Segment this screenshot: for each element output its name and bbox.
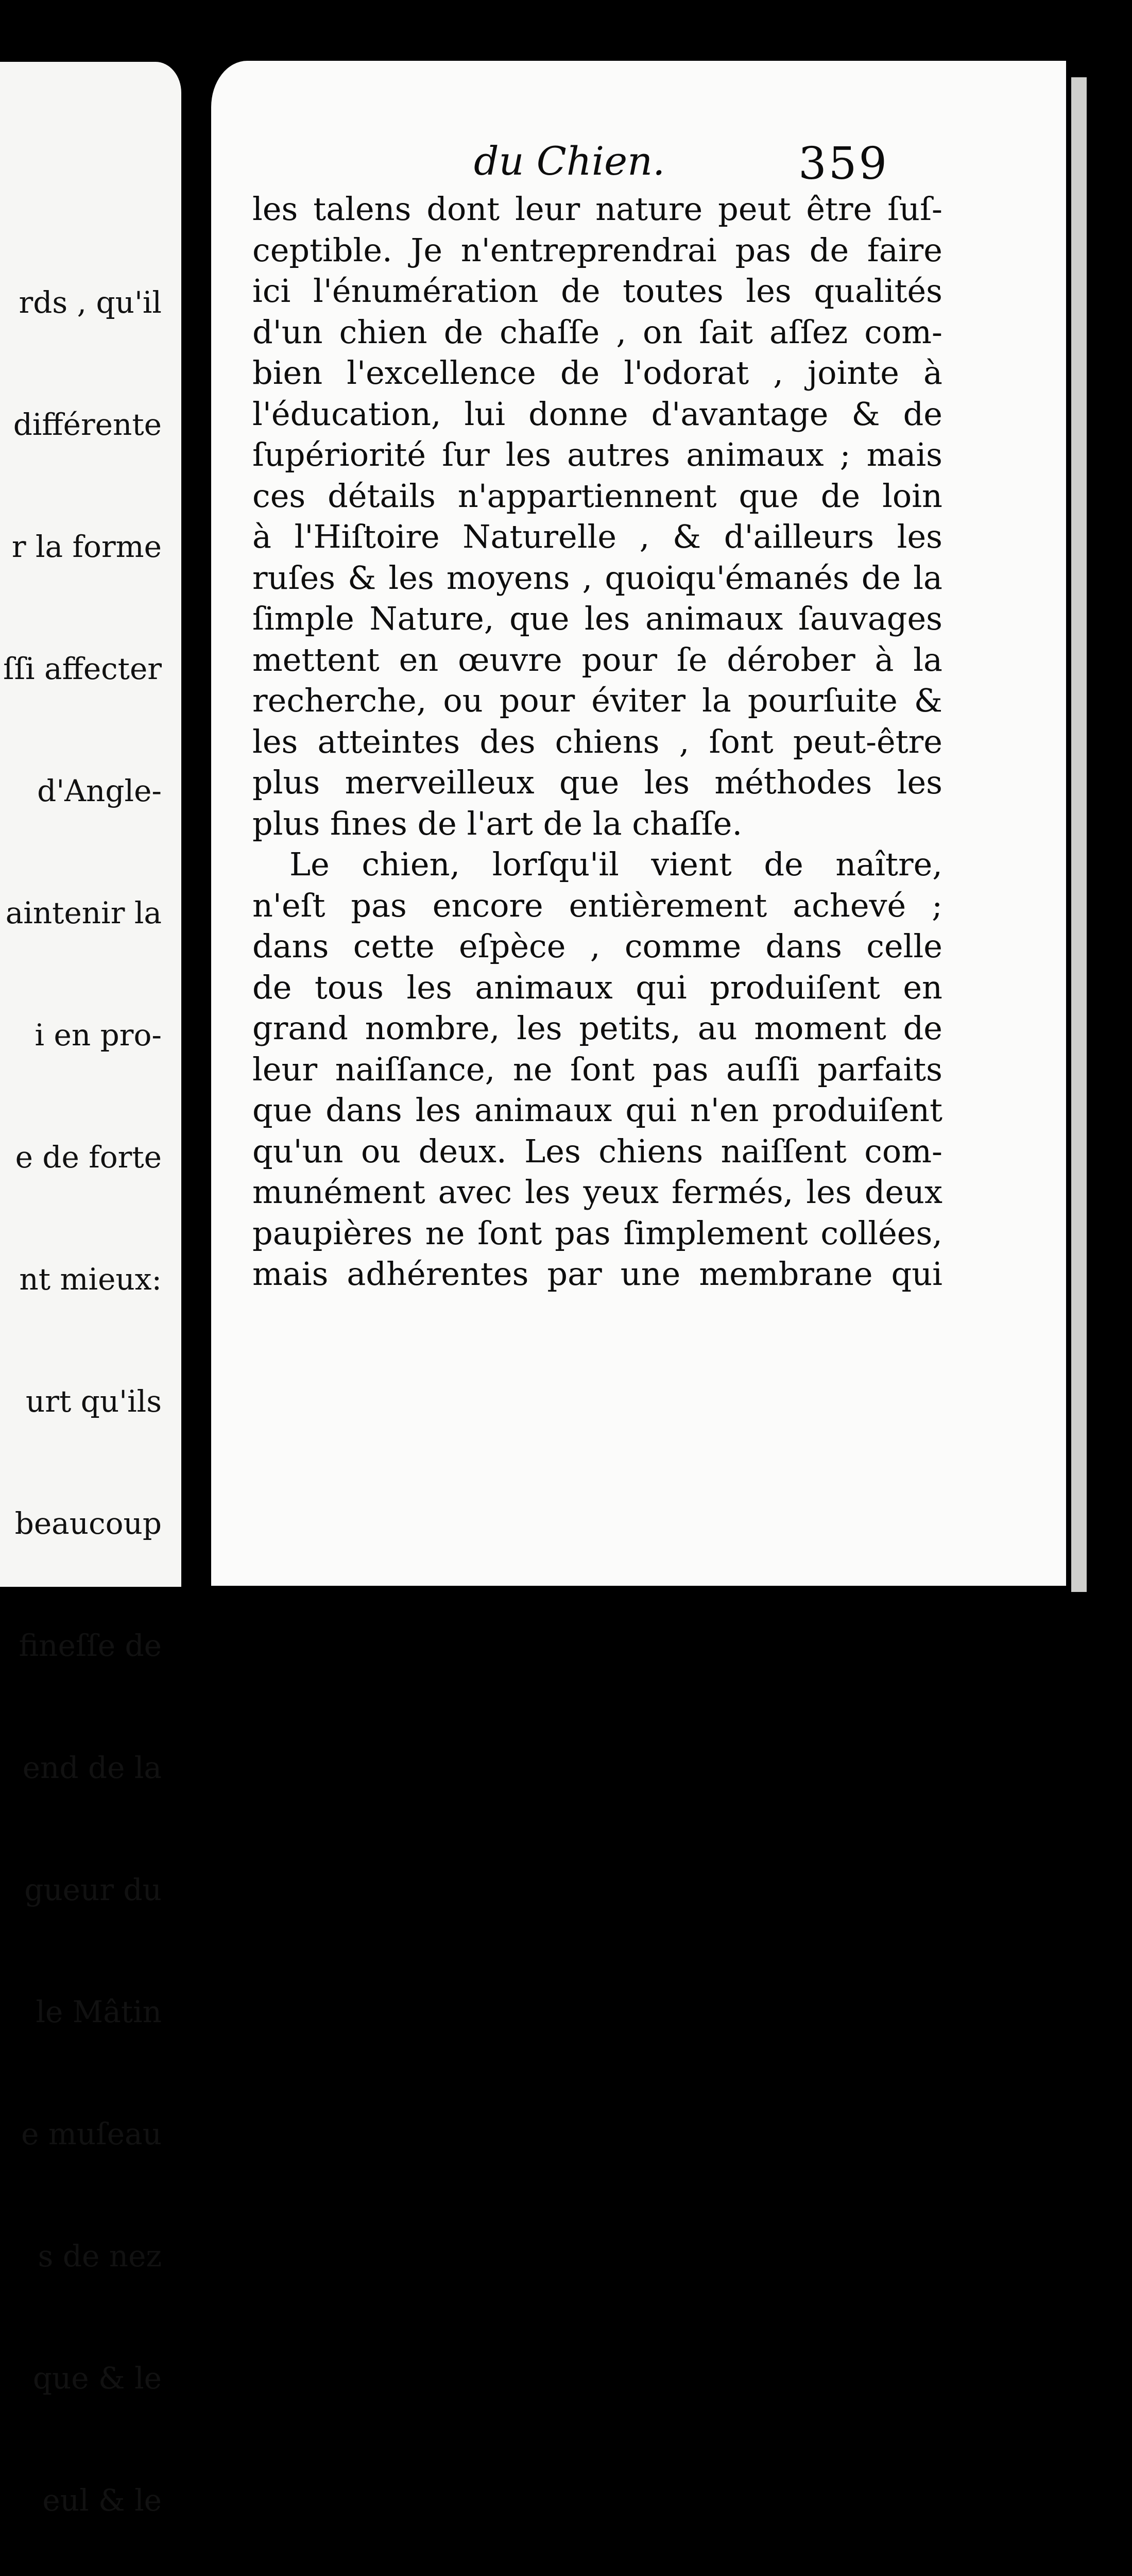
text-line: bien l'excellence de l'odorat , jointe à xyxy=(252,354,942,392)
text-line: ſimple Nature, que les animaux ſauvages xyxy=(252,600,942,637)
left-line: que & le xyxy=(32,2361,162,2396)
text-line: plus fines de l'art de la chaſſe. xyxy=(252,804,743,842)
text-line: d'un chien de chaſſe , on ſait aſſez com- xyxy=(252,313,942,351)
running-head: du Chien. xyxy=(474,138,665,184)
text-line: recherche, ou pour éviter la pourſuite & xyxy=(252,682,942,719)
left-line: fineſſe de xyxy=(19,1628,162,1663)
page-number: 359 xyxy=(798,138,889,190)
left-line: i en pro- xyxy=(35,1018,162,1053)
left-line: urt qu'ils xyxy=(25,1384,162,1419)
text-line: mais adhérentes par une membrane qui xyxy=(252,1255,942,1293)
text-line: paupières ne ſont pas ſimplement collées, xyxy=(252,1214,942,1252)
text-line: n'eſt pas encore entièrement achevé ; xyxy=(252,886,942,924)
text-line: les atteintes des chiens , ſont peut-être xyxy=(252,722,942,760)
text-line: munément avec les yeux fermés, les deux xyxy=(252,1173,942,1211)
right-page xyxy=(211,61,1066,1586)
left-line: nt mieux: xyxy=(19,1262,162,1297)
left-line: beaucoup xyxy=(14,1506,162,1541)
left-facing-page xyxy=(0,62,181,2518)
text-line: l'éducation, lui donne d'avantage & de xyxy=(252,395,942,433)
left-line: e de forte xyxy=(15,1140,162,1175)
text-line: qu'un ou deux. Les chiens naiſſent com- xyxy=(252,1132,942,1170)
left-line: différente xyxy=(13,407,162,442)
left-line: s de nez xyxy=(38,2239,162,2274)
text-line: leur naiſſance, ne ſont pas auſſi parfaits xyxy=(252,1050,942,1088)
text-line: les talens dont leur nature peut être ſuſ- xyxy=(252,190,942,228)
text-line: ces détails n'appartiennent que de loin xyxy=(252,477,942,515)
left-line: ſſi affecter xyxy=(3,651,162,686)
text-line: Le chien, lorſqu'il vient de naître, xyxy=(289,845,942,883)
text-line: que dans les animaux qui n'en produiſent xyxy=(252,1091,942,1129)
text-line: mettent en œuvre pour ſe dérober à la xyxy=(252,640,942,679)
left-line: rds , qu'il xyxy=(19,285,162,320)
left-line: d'Angle- xyxy=(37,773,162,808)
text-line: ceptible. Je n'entreprendrai pas de faire xyxy=(252,231,942,269)
left-line: end de la xyxy=(22,1750,162,1785)
left-line: r la forme xyxy=(11,529,162,564)
text-line: dans cette eſpèce , comme dans celle xyxy=(252,927,942,965)
text-line: ſupériorité ſur les autres animaux ; mais xyxy=(252,436,942,473)
body-text xyxy=(252,189,942,1295)
left-line: aintenir la xyxy=(5,895,162,930)
text-line: plus merveilleux que les méthodes les xyxy=(252,764,942,801)
page-edge-shadow xyxy=(1071,77,1087,1592)
text-line: à l'Hiſtoire Naturelle , & d'ailleurs les xyxy=(252,518,942,555)
text-line: grand nombre, les petits, au moment de xyxy=(252,1009,942,1047)
left-line: le Mâtin xyxy=(36,1994,162,2029)
left-line: gueur du xyxy=(24,1872,162,1907)
left-line: e muſeau xyxy=(21,2116,162,2151)
left-line: eul & le xyxy=(42,2483,162,2518)
text-line: ici l'énumération de toutes les qualités xyxy=(252,272,942,310)
left-page-text xyxy=(3,201,162,2576)
text-line: de tous les animaux qui produiſent en xyxy=(252,968,942,1006)
text-line: ruſes & les moyens , quoiqu'émanés de la xyxy=(252,558,942,597)
